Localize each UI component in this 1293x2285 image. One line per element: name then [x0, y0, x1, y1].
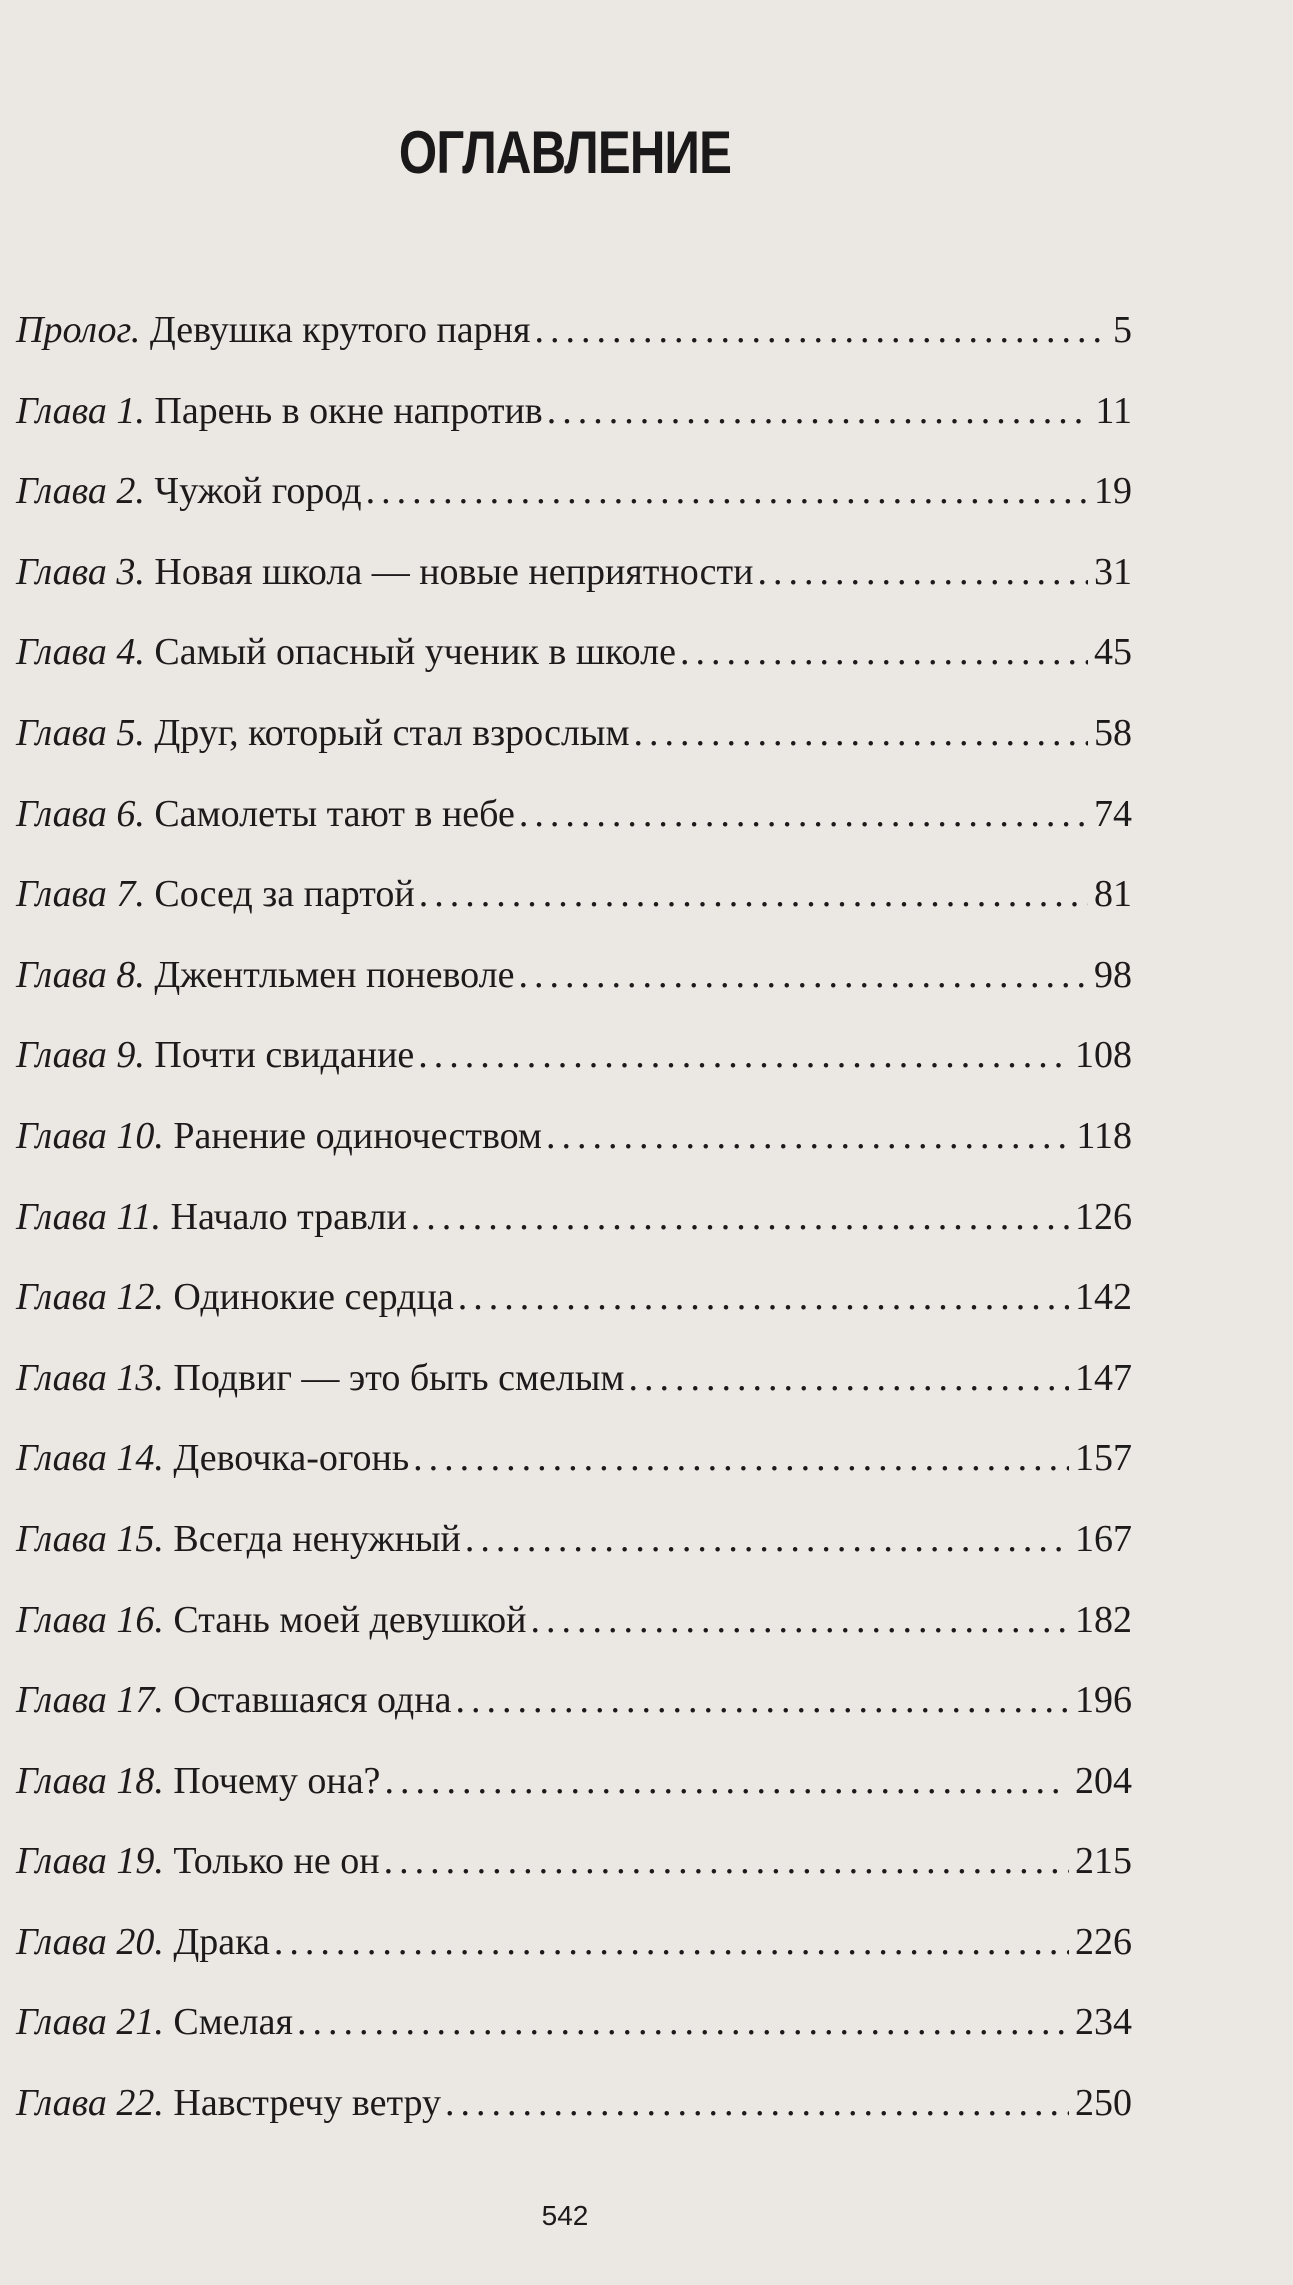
chapter-label: Глава 3.	[16, 550, 145, 593]
chapter-label: Глава 6.	[16, 792, 145, 835]
chapter-page: 157	[1075, 1437, 1132, 1480]
chapter-title: Ранение одиночеством	[173, 1114, 542, 1157]
chapter-page: 142	[1075, 1276, 1132, 1319]
dot-leader	[384, 1839, 1069, 1883]
chapter-label: Глава 19.	[16, 1840, 164, 1883]
chapter-label: Глава 14.	[16, 1437, 164, 1480]
chapter-title: Одинокие сердца	[173, 1276, 454, 1319]
toc-entry	[16, 1517, 1132, 1598]
dot-leader	[634, 711, 1088, 755]
chapter-page: 250	[1075, 2082, 1132, 2125]
dot-leader	[465, 1517, 1069, 1561]
chapter-label: Глава 9.	[16, 1034, 145, 1077]
chapter-title: Стань моей девушкой	[173, 1598, 527, 1641]
chapter-label: Глава 1.	[16, 389, 145, 432]
toc-entry	[16, 1759, 1132, 1840]
dot-leader	[297, 2000, 1069, 2044]
toc-entry	[16, 1275, 1132, 1356]
dot-leader	[413, 1436, 1069, 1480]
toc-entry	[16, 1678, 1132, 1759]
dot-leader	[366, 469, 1088, 513]
chapter-label: Глава 15.	[16, 1517, 164, 1560]
chapter-title: Самый опасный ученик в школе	[154, 631, 676, 674]
dot-leader	[680, 630, 1088, 674]
chapter-page: 19	[1094, 470, 1132, 513]
dot-leader	[535, 308, 1108, 352]
chapter-page: 196	[1075, 1679, 1132, 1722]
chapter-page: 5	[1113, 309, 1132, 351]
dot-leader	[547, 389, 1090, 433]
dot-leader	[411, 1195, 1069, 1239]
page-number: 542	[541, 2200, 589, 2231]
chapter-page: 126	[1075, 1195, 1132, 1238]
chapter-label: Глава 11.	[16, 1195, 162, 1238]
toc-entry	[16, 1033, 1132, 1114]
chapter-label: Глава 22.	[16, 2082, 164, 2125]
chapter-page: 118	[1076, 1114, 1132, 1157]
chapter-label: Глава 17.	[16, 1679, 164, 1722]
chapter-title: Почти свидание	[154, 1034, 415, 1077]
chapter-title: Подвиг — это быть смелым	[173, 1356, 625, 1399]
toc-entry	[16, 1839, 1132, 1920]
chapter-label: Глава 16.	[16, 1598, 164, 1641]
chapter-page: 58	[1094, 711, 1132, 754]
toc-entry	[16, 469, 1132, 550]
dot-leader	[274, 1920, 1069, 1964]
dot-leader	[519, 792, 1088, 836]
chapter-page: 234	[1075, 2001, 1132, 2044]
chapter-label: Глава 21.	[16, 2001, 164, 2044]
chapter-title: Самолеты тают в небе	[154, 792, 515, 835]
chapter-label: Глава 7.	[16, 873, 145, 916]
chapter-title: Чужой город	[154, 470, 362, 513]
chapter-title: Девочка-огонь	[173, 1437, 410, 1480]
chapter-label: Глава 8.	[16, 953, 145, 996]
chapter-page: 11	[1095, 389, 1132, 432]
chapter-label: Глава 2.	[16, 470, 145, 513]
dot-leader	[455, 1678, 1069, 1722]
chapter-page: 167	[1075, 1517, 1132, 1560]
dot-leader	[519, 953, 1088, 997]
chapter-page: 108	[1075, 1034, 1132, 1077]
dot-leader	[384, 1759, 1069, 1803]
toc-entry	[16, 1114, 1132, 1195]
chapter-title: Почему она?	[173, 1759, 381, 1802]
toc-entry	[16, 711, 1132, 792]
dot-leader	[445, 2081, 1069, 2125]
page-title: ОГЛАВЛЕНИЕ	[398, 119, 732, 186]
toc-entry	[16, 1920, 1132, 2001]
dot-leader	[419, 872, 1088, 916]
dot-leader	[628, 1356, 1069, 1400]
chapter-title: Навстречу ветру	[173, 2082, 442, 2125]
chapter-title: Начало травли	[170, 1195, 407, 1238]
toc-entry	[16, 2081, 1132, 2162]
toc-entry	[16, 308, 1132, 389]
dot-leader	[757, 550, 1088, 594]
chapter-title: Оставшаяся одна	[173, 1679, 452, 1722]
chapter-title: Джентльмен поневоле	[154, 953, 515, 996]
chapter-title: Новая школа — новые неприятности	[154, 550, 754, 593]
toc-entry	[16, 1356, 1132, 1437]
dot-leader	[546, 1114, 1070, 1158]
chapter-page: 226	[1075, 1920, 1132, 1963]
toc-entry	[16, 1195, 1132, 1276]
chapter-page: 215	[1075, 1840, 1132, 1883]
chapter-page: 147	[1075, 1356, 1132, 1399]
chapter-title: Драка	[173, 1920, 270, 1963]
toc-entry	[16, 1436, 1132, 1517]
chapter-title: Всегда ненужный	[173, 1517, 461, 1560]
chapter-page: 45	[1094, 631, 1132, 674]
chapter-label: Глава 10.	[16, 1114, 164, 1157]
chapter-label: Пролог.	[16, 309, 141, 351]
chapter-page: 74	[1094, 792, 1132, 835]
chapter-title: Сосед за партой	[154, 873, 415, 916]
chapter-label: Глава 12.	[16, 1276, 164, 1319]
dot-leader	[458, 1275, 1069, 1319]
toc-entry	[16, 953, 1132, 1034]
chapter-page: 204	[1075, 1759, 1132, 1802]
chapter-label: Глава 20.	[16, 1920, 164, 1963]
chapter-page: 81	[1094, 873, 1132, 916]
dot-leader	[531, 1598, 1069, 1642]
chapter-label: Глава 13.	[16, 1356, 164, 1399]
toc-entry	[16, 872, 1132, 953]
chapter-label: Глава 18.	[16, 1759, 164, 1802]
toc-entry	[16, 1598, 1132, 1679]
chapter-title: Друг, который стал взрослым	[154, 711, 630, 754]
chapter-title: Только не он	[173, 1840, 380, 1883]
chapter-title: Девушка крутого парня	[149, 309, 531, 351]
toc-entry	[16, 792, 1132, 873]
toc-entry	[16, 630, 1132, 711]
chapter-page: 31	[1094, 550, 1132, 593]
chapter-page: 182	[1075, 1598, 1132, 1641]
dot-leader	[418, 1033, 1069, 1077]
chapter-title: Парень в окне напротив	[154, 389, 543, 432]
chapter-label: Глава 4.	[16, 631, 145, 674]
toc-entry	[16, 389, 1132, 470]
chapter-label: Глава 5.	[16, 711, 145, 754]
toc-entry	[16, 2000, 1132, 2081]
toc-entry	[16, 550, 1132, 631]
table-of-contents	[16, 308, 1132, 2162]
chapter-page: 98	[1094, 953, 1132, 996]
chapter-title: Смелая	[173, 2001, 293, 2044]
